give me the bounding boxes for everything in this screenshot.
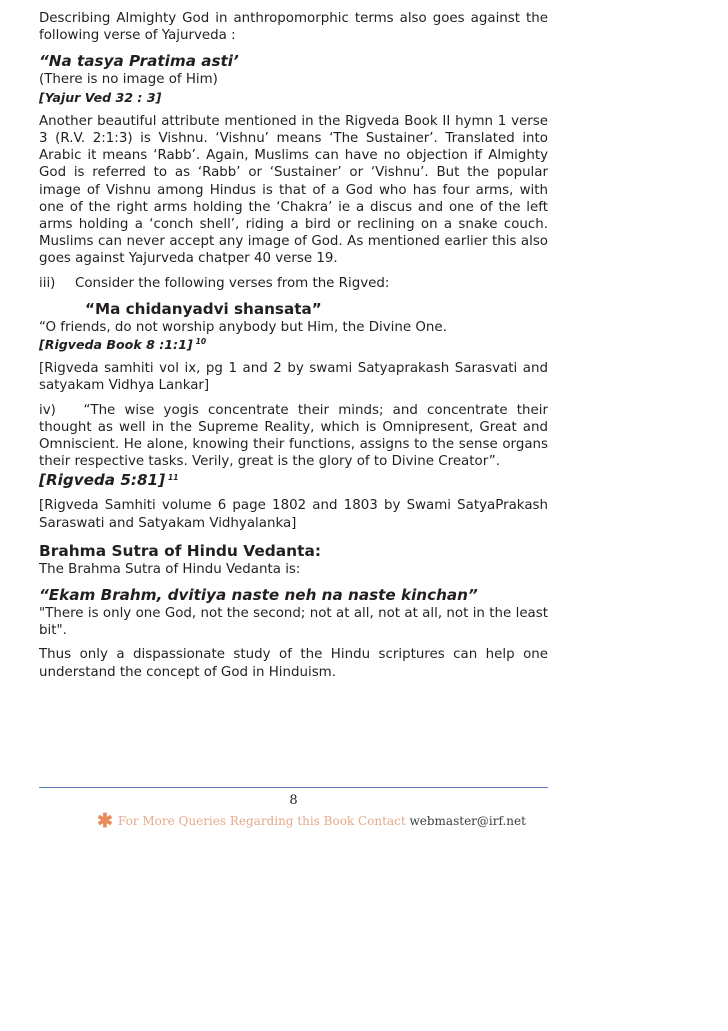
item-iv-source: [Rigveda Samhiti volume 6 page 1802 and 1803 by Swami SatyaPrakash Saraswati and Satyakam Vidhyalanka] (39, 498, 548, 531)
verse-na-tasya-reference: [Yajur Ved 32 : 3] (39, 89, 162, 105)
verse-na-tasya-text: “Na tasya Pratima asti’ (39, 52, 239, 71)
verse-ma-chidanyadvi-reference: [Rigveda Book 8 :1:1] (39, 337, 193, 353)
section-heading: Brahma Sutra of Hindu Vedanta: (39, 541, 322, 560)
item-iv (39, 402, 548, 471)
page-body (39, 10, 548, 681)
sutra-intro: The Brahma Sutra of Hindu Vedanta is: (39, 561, 301, 577)
item-iv-reference-line (39, 470, 548, 490)
sutra-translation: "There is only one God, not the second; not at all, not at all, not in the least bit". (39, 606, 548, 639)
page-number: 8 (289, 793, 298, 808)
verse-na-tasya-translation: (There is no image of Him) (39, 72, 218, 88)
item-iv-text: “The wise yogis concentrate their minds; and concentrate their thought as well in the Supreme Reality, which is Omnipresent, Great and Omniscient. He alone, knowing their functions, assigns to the sense organs their respective tasks. Verily, great is the glory of to Divine Creator”. (39, 402, 548, 470)
sutra-verse: “Ekam Brahm, dvitiya naste neh na naste kinchan” (39, 586, 478, 605)
footer-email-link[interactable]: webmaster@irf.net (409, 814, 526, 828)
asterisk-icon: ✱ (97, 810, 113, 832)
footer-contact-text: For More Queries Regarding this Book Contact (117, 814, 406, 828)
item-iii-text: Consider the following verses from the Rigved: (75, 275, 390, 291)
footer-divider (39, 787, 548, 788)
verse-na-tasya (39, 51, 548, 71)
footnote-11: 11 (168, 473, 179, 483)
verse-ma-chidanyadvi-translation: “O friends, do not worship anybody but Him, the Divine One. (39, 319, 447, 335)
conclusion-paragraph: Thus only a dispassionate study of the Hindu scriptures can help one understand the concept of God in Hinduism. (39, 647, 548, 680)
verse-ma-chidanyadvi: “Ma chidanyadvi shansata” (85, 299, 322, 318)
intro-paragraph: Describing Almighty God in anthropomorphic terms also goes against the following verse of Yajurveda : (39, 11, 548, 44)
item-iii (39, 275, 548, 292)
verse-ma-chidanyadvi-reference-line (39, 336, 548, 353)
footer-contact (97, 810, 526, 832)
item-iv-reference: [Rigveda 5:81] (39, 471, 166, 490)
footnote-10: 10 (195, 337, 207, 347)
vishnu-paragraph: Another beautiful attribute mentioned in the Rigveda Book II hymn 1 verse 3 (R.V. 2:1:3) is Vishnu. ‘Vishnu’ means ‘The Sustainer’. Translated into Arabic it means ‘Rabb’. Again, Muslims can have no objection if Almighty God is referred to as ‘Rabb’ or ‘Sustainer’ or ‘Vishnu’. But the popular image of Vishnu among Hindus is that of a God who has four arms, with one of the right arms holding the ‘Chakra’ ie a discus and one of the left arms holding a ‘conch shell’, riding a bird or reclining on a snake couch. Muslims can never accept any image of God. As mentioned earlier this also goes against Yajurveda chatper 40 verse 19. (39, 113, 548, 267)
item-iv-label: iv) (39, 402, 56, 418)
item-iii-label: iii) (39, 275, 56, 291)
verse-ma-chidanyadvi-source: [Rigveda samhiti vol ix, pg 1 and 2 by swami Satyaprakash Sarasvati and satyakam Vidhya Lankar] (39, 361, 548, 394)
